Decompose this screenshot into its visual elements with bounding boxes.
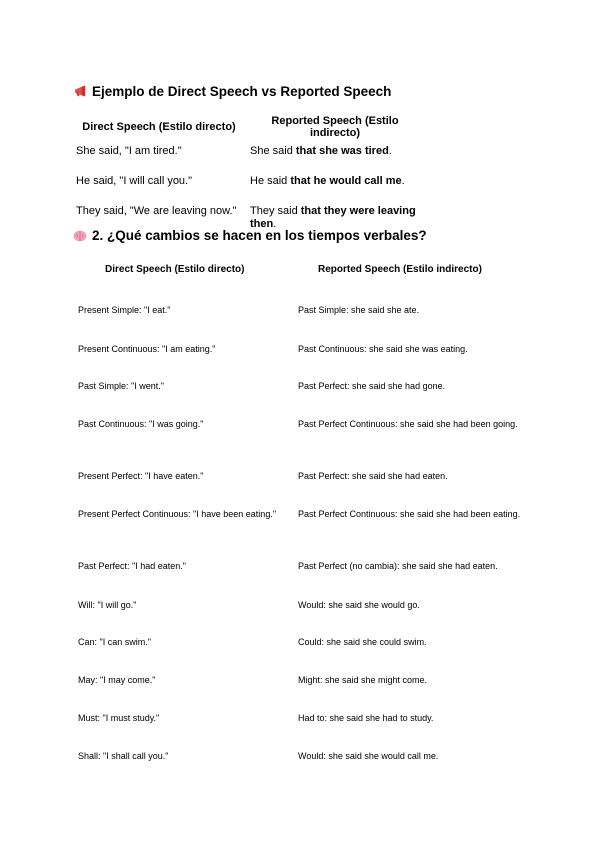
reported-text: They said xyxy=(250,205,301,217)
reported-emphasis: that she was tired xyxy=(295,145,389,157)
reported-speech-cell: Might: she said she might come. xyxy=(298,675,428,685)
direct-speech-cell: Shall: "I shall call you." xyxy=(78,751,169,761)
reported-text: He said xyxy=(250,175,291,187)
megaphone-icon xyxy=(73,85,88,98)
direct-speech-cell: She said, "I am tired." xyxy=(76,145,182,157)
reported-speech-cell: Past Simple: she said she ate. xyxy=(298,305,420,315)
reported-speech-cell xyxy=(246,140,424,170)
reported-text-end: . xyxy=(273,218,277,230)
direct-speech-cell: Past Perfect: "I had eaten." xyxy=(78,561,186,571)
direct-speech-cell: He said, "I will call you." xyxy=(76,175,193,187)
direct-vs-reported-table xyxy=(72,114,424,231)
reported-speech-cell: Past Perfect: she said she had gone. xyxy=(298,381,446,391)
direct-speech-cell: Present Perfect: "I have eaten." xyxy=(78,471,204,481)
table-row xyxy=(72,170,424,200)
direct-speech-cell: Will: "I will go." xyxy=(78,600,137,610)
reported-speech-cell: Would: she said she would call me. xyxy=(298,751,439,761)
reported-emphasis: that they were leaving then xyxy=(250,205,416,230)
column-header-reported-2: Reported Speech (Estilo indirecto) xyxy=(318,264,482,275)
reported-speech-cell: Past Perfect (no cambia): she said she had eaten. xyxy=(298,561,498,571)
reported-speech-cell: Past Perfect Continuous: she said she had been eating. xyxy=(298,509,521,519)
column-header-reported: Reported Speech (Estilo indirecto) xyxy=(271,115,399,139)
section2-heading: 2. ¿Qué cambios se hacen en los tiempos verbales? xyxy=(73,228,427,243)
direct-speech-cell: Can: "I can swim." xyxy=(78,637,151,647)
reported-speech-cell xyxy=(246,170,424,200)
reported-text-end: . xyxy=(388,145,392,157)
section1-heading: Ejemplo de Direct Speech vs Reported Speech xyxy=(73,84,391,99)
column-header-direct-2: Direct Speech (Estilo directo) xyxy=(105,264,245,275)
column-header-direct: Direct Speech (Estilo directo) xyxy=(82,121,236,133)
table-row xyxy=(72,200,424,231)
table-row xyxy=(72,140,424,170)
direct-speech-cell: Must: "I must study." xyxy=(78,713,160,723)
direct-speech-cell: Present Simple: "I eat." xyxy=(78,305,171,315)
direct-speech-cell: They said, "We are leaving now." xyxy=(76,205,237,217)
reported-speech-cell: Past Perfect Continuous: she said she had been going. xyxy=(298,419,518,429)
reported-speech-cell: Could: she said she could swim. xyxy=(298,637,427,647)
reported-emphasis: that he would call me xyxy=(290,175,402,187)
direct-speech-cell: Present Continuous: "I am eating." xyxy=(78,344,216,354)
reported-text: She said xyxy=(250,145,296,157)
direct-speech-cell: Past Simple: "I went." xyxy=(78,381,164,391)
reported-text-end: . xyxy=(401,175,405,187)
reported-speech-cell xyxy=(246,200,424,231)
direct-speech-cell: Past Continuous: "I was going." xyxy=(78,419,204,429)
direct-speech-cell: May: "I may come." xyxy=(78,675,156,685)
table-header-row xyxy=(72,114,424,140)
reported-speech-cell: Had to: she said she had to study. xyxy=(298,713,434,723)
reported-speech-cell: Past Continuous: she said she was eating. xyxy=(298,344,468,354)
reported-speech-cell: Past Perfect: she said she had eaten. xyxy=(298,471,448,481)
direct-speech-cell: Present Perfect Continuous: "I have been eating." xyxy=(78,509,277,519)
reported-speech-cell: Would: she said she would go. xyxy=(298,600,420,610)
brain-icon xyxy=(73,230,87,242)
